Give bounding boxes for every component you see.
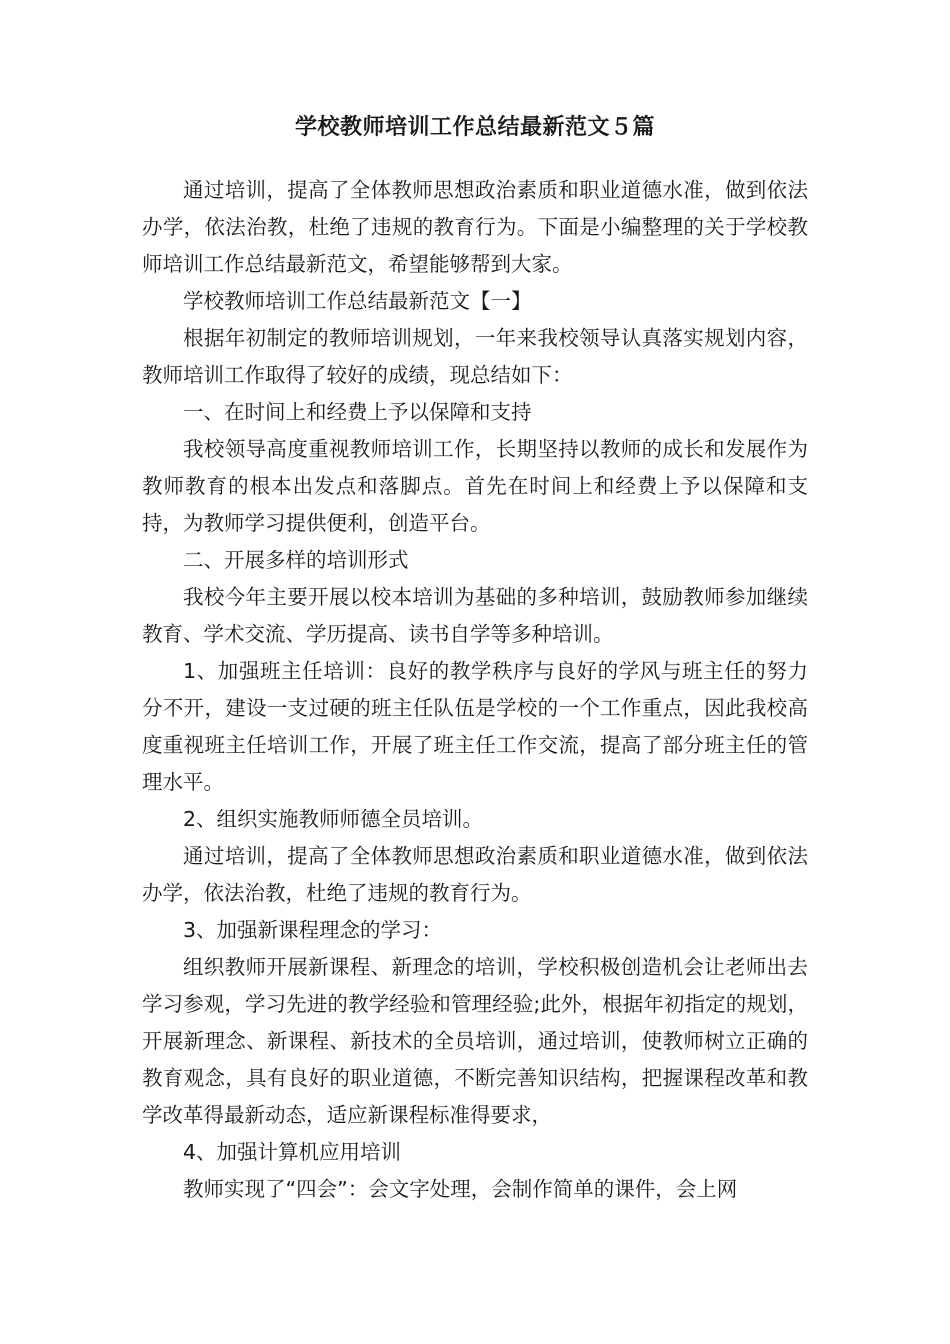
paragraph: 我校今年主要开展以校本培训为基础的多种培训，鼓励教师参加继续教育、学术交流、学历提高、读书自学等多种培训。 <box>142 585 808 646</box>
numbered-item: 4、加强计算机应用培训 <box>183 1140 402 1164</box>
numbered-item: 3、加强新课程理念的学习： <box>183 918 443 942</box>
numbered-item: 2、组织实施教师师德全员培训。 <box>183 807 484 831</box>
intro-paragraph: 通过培训，提高了全体教师思想政治素质和职业道德水准，做到依法办学，依法治教，杜绝了违规的教育行为。下面是小编整理的关于学校教师培训工作总结最新范文，希望能够帮到大家。 <box>142 178 808 276</box>
section-heading: 学校教师培训工作总结最新范文【一】 <box>183 289 532 313</box>
subheading: 二、开展多样的培训形式 <box>183 548 409 572</box>
paragraph: 教师实现了“四会”：会文字处理，会制作简单的课件，会上网 <box>183 1177 738 1201</box>
paragraph: 组织教师开展新课程、新理念的培训，学校积极创造机会让老师出去学习参观，学习先进的教学经验和管理经验;此外，根据年初指定的规划，开展新理念、新课程、新技术的全员培训，通过培训，使教师树立正确的教育观念，具有良好的职业道德，不断完善知识结构，把握课程改革和教学改革得最新动态，适应新课程标准得要求， <box>142 955 808 1127</box>
paragraph: 我校领导高度重视教师培训工作，长期坚持以教师的成长和发展作为教师教育的根本出发点和落脚点。首先在时间上和经费上予以保障和支持，为教师学习提供便利，创造平台。 <box>142 437 808 535</box>
document-title: 学校教师培训工作总结最新范文５篇 <box>294 115 655 140</box>
numbered-item: 1、加强班主任培训：良好的教学秩序与良好的学风与班主任的努力分不开，建设一支过硬的班主任队伍是学校的一个工作重点，因此我校高度重视班主任培训工作，开展了班主任工作交流，提高了部分班主任的管理水平。 <box>142 659 808 794</box>
subheading: 一、在时间上和经费上予以保障和支持 <box>183 400 532 424</box>
paragraph: 通过培训，提高了全体教师思想政治素质和职业道德水准，做到依法办学，依法治教，杜绝了违规的教育行为。 <box>142 844 808 905</box>
document-body <box>142 172 808 1208</box>
paragraph: 根据年初制定的教师培训规划，一年来我校领导认真落实规划内容，教师培训工作取得了较好的成绩，现总结如下： <box>142 326 808 387</box>
